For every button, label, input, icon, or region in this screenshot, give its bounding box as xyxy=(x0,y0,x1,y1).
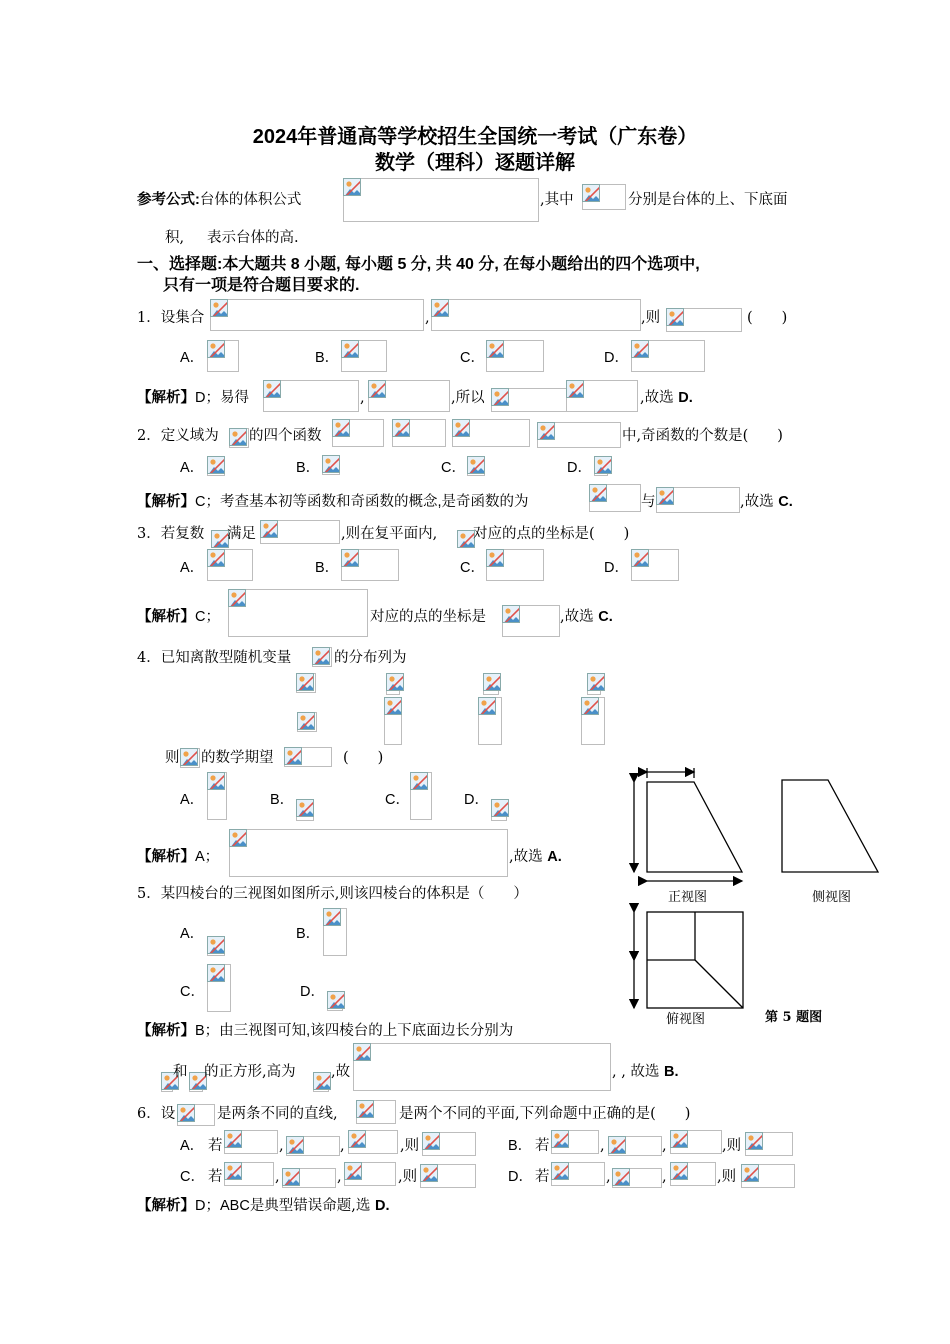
broken-image-icon xyxy=(313,1072,331,1090)
broken-image-icon xyxy=(180,748,198,766)
q6c-cond-2 xyxy=(282,1168,336,1188)
broken-image-icon xyxy=(341,340,359,358)
broken-image-icon xyxy=(491,388,509,406)
q1-sol-image-3 xyxy=(491,388,567,412)
broken-image-icon xyxy=(263,380,281,398)
section-1-subheader: 只有一项是符合题目要求的. xyxy=(163,277,360,294)
broken-image-icon xyxy=(486,549,504,567)
broken-image-icon xyxy=(431,299,449,317)
q1-option-d-image xyxy=(631,340,705,372)
q2-sol-image-1 xyxy=(589,484,641,512)
q2-option-b-image xyxy=(322,455,340,475)
q4-option-d-image xyxy=(491,799,507,821)
broken-image-icon xyxy=(491,799,509,817)
dist-p-2-image xyxy=(478,697,502,745)
q6c-result xyxy=(420,1164,476,1188)
q5-stem: 5．某四棱台的三视图如图所示,则该四棱台的体积是（ ） xyxy=(137,886,528,902)
broken-image-icon xyxy=(384,697,402,715)
dist-x-label-image xyxy=(296,673,316,693)
q1-stem: 1．设集合 xyxy=(137,310,205,326)
broken-image-icon xyxy=(229,428,247,446)
broken-image-icon xyxy=(296,799,314,817)
mn-image xyxy=(177,1104,215,1126)
q6a-cond-1 xyxy=(224,1130,278,1154)
q6d-cond-3 xyxy=(670,1162,716,1186)
q3-option-b-image xyxy=(341,549,399,581)
front-view xyxy=(634,768,742,881)
broken-image-icon xyxy=(551,1162,569,1180)
broken-image-icon xyxy=(467,456,485,474)
broken-image-icon xyxy=(422,1132,440,1150)
q2-conclusion: ,故选 C. xyxy=(740,494,793,510)
broken-image-icon xyxy=(353,1043,371,1061)
q3-condition-image xyxy=(260,520,340,544)
q5-option-b-image xyxy=(323,908,347,956)
broken-image-icon xyxy=(322,455,340,473)
broken-image-icon xyxy=(356,1100,374,1118)
expectation-image xyxy=(284,747,332,767)
formula-line-1: 参考公式:台体的体积公式 xyxy=(137,192,302,208)
side-view xyxy=(782,780,878,872)
broken-image-icon xyxy=(296,673,314,691)
q4-option-b-image xyxy=(296,799,314,821)
q6-stem: 6．设 xyxy=(137,1106,176,1122)
q4-option-c-image xyxy=(410,772,432,820)
q4-solution: 【解析】A； xyxy=(137,848,220,865)
broken-image-icon xyxy=(608,1136,626,1154)
func-4-image xyxy=(537,422,621,448)
q1-conclusion: ,故选 D. xyxy=(640,390,693,406)
q5-volume-image xyxy=(353,1043,611,1091)
formula-label: 参考公式: xyxy=(137,192,200,208)
broken-image-icon xyxy=(207,549,225,567)
broken-image-icon xyxy=(741,1164,759,1182)
q2-option-a-image xyxy=(207,456,225,476)
broken-image-icon xyxy=(348,1130,366,1148)
broken-image-icon xyxy=(582,184,600,202)
broken-image-icon xyxy=(612,1168,630,1186)
q1-option-b-image xyxy=(341,340,387,372)
broken-image-icon xyxy=(589,484,607,502)
q1-option-c-image xyxy=(486,340,544,372)
broken-image-icon xyxy=(581,697,599,715)
broken-image-icon xyxy=(323,908,341,926)
set-union-image xyxy=(666,308,742,332)
broken-image-icon xyxy=(228,589,246,607)
broken-image-icon xyxy=(282,1168,300,1186)
broken-image-icon xyxy=(410,772,428,790)
xi-image xyxy=(312,647,332,667)
broken-image-icon xyxy=(343,178,361,196)
dist-p-3-image xyxy=(581,697,605,745)
top-view-label: 俯视图 xyxy=(666,1012,706,1027)
broken-image-icon xyxy=(224,1130,242,1148)
set-m-image xyxy=(210,299,424,331)
q3-conclusion: ,故选 C. xyxy=(560,609,613,625)
q6a-result xyxy=(422,1132,476,1156)
q3-solution: 【解析】C； xyxy=(137,608,220,625)
broken-image-icon xyxy=(566,380,584,398)
top-view xyxy=(634,912,743,1008)
func-1-image xyxy=(332,419,384,447)
q1-sol-image-4 xyxy=(566,380,638,412)
xi-image-2 xyxy=(180,748,200,768)
q1-option-a-image xyxy=(207,340,239,372)
broken-image-icon xyxy=(631,340,649,358)
q6b-result xyxy=(745,1132,793,1156)
broken-image-icon xyxy=(210,299,228,317)
q6d-cond-1 xyxy=(551,1162,605,1186)
formula-var-image xyxy=(582,184,626,210)
broken-image-icon xyxy=(478,697,496,715)
func-2-image xyxy=(392,419,446,447)
broken-image-icon xyxy=(207,340,225,358)
q5-conclusion: , , 故选 B. xyxy=(612,1064,679,1080)
formula-image xyxy=(343,178,539,222)
q6a-cond-3 xyxy=(348,1130,398,1154)
broken-image-icon xyxy=(656,487,674,505)
q3-option-c-image xyxy=(486,549,544,581)
broken-image-icon xyxy=(341,549,359,567)
broken-image-icon xyxy=(229,829,247,847)
broken-image-icon xyxy=(587,673,605,691)
domain-r-image xyxy=(229,428,249,448)
q1-solution: 【解析】D；易得 xyxy=(137,389,249,406)
q3-sol-image-1 xyxy=(228,589,368,637)
q3-option-a-image xyxy=(207,549,253,581)
broken-image-icon xyxy=(177,1104,195,1122)
q6b-cond-1 xyxy=(551,1130,599,1154)
q3-sol-image-2 xyxy=(502,605,560,637)
broken-image-icon xyxy=(452,419,470,437)
broken-image-icon xyxy=(284,747,302,765)
broken-image-icon xyxy=(670,1162,688,1180)
broken-image-icon xyxy=(312,647,330,665)
broken-image-icon xyxy=(224,1162,242,1180)
q5-solution: 【解析】B；由三视图可知,该四棱台的上下底面边长分别为 xyxy=(137,1022,514,1039)
broken-image-icon xyxy=(502,605,520,623)
broken-image-icon xyxy=(392,419,410,437)
title-line-2: 数学（理科）逐题详解 xyxy=(375,152,575,174)
alpha-beta-image xyxy=(356,1100,396,1124)
figure-caption: 第 5 题图 xyxy=(765,1010,823,1025)
q1-sol-image-2 xyxy=(368,380,450,412)
broken-image-icon xyxy=(368,380,386,398)
q2-option-d-image xyxy=(594,456,608,476)
broken-image-icon xyxy=(537,422,555,440)
dist-x-2-image xyxy=(483,673,499,695)
q6b-cond-2 xyxy=(608,1136,662,1156)
q5-side-2-image xyxy=(189,1072,203,1092)
q3-stem: 3．若复数 xyxy=(137,526,205,542)
broken-image-icon xyxy=(207,964,225,982)
broken-image-icon xyxy=(207,772,225,790)
q2-sol-image-2 xyxy=(656,487,740,513)
broken-image-icon xyxy=(207,936,225,954)
broken-image-icon xyxy=(745,1132,763,1150)
broken-image-icon xyxy=(286,1136,304,1154)
q3-option-d-image xyxy=(631,549,679,581)
broken-image-icon xyxy=(386,673,404,691)
q2-stem: 2．定义域为 xyxy=(137,428,219,444)
q4-conclusion: ,故选 A. xyxy=(509,849,562,865)
q6b-cond-3 xyxy=(670,1130,722,1154)
q2-option-c-image xyxy=(467,456,485,476)
broken-image-icon xyxy=(344,1162,362,1180)
broken-image-icon xyxy=(483,673,501,691)
dist-x-1-image xyxy=(386,673,400,695)
q5-side-1-image xyxy=(161,1072,173,1092)
q5-option-c-image xyxy=(207,964,231,1012)
q6c-cond-3 xyxy=(344,1162,396,1186)
dist-x-3-image xyxy=(587,673,601,695)
broken-image-icon xyxy=(327,991,345,1009)
broken-image-icon xyxy=(297,712,315,730)
z-image-2 xyxy=(457,530,473,546)
broken-image-icon xyxy=(594,456,612,474)
broken-image-icon xyxy=(670,1130,688,1148)
q2-solution: 【解析】C；考查基本初等函数和奇函数的概念,是奇函数的为 xyxy=(137,493,529,510)
q6c-cond-1 xyxy=(224,1162,274,1186)
z-image xyxy=(211,530,227,546)
q1-sol-image-1 xyxy=(263,380,359,412)
title-line-1: 2024年普通高等学校招生全国统一考试（广东卷） xyxy=(252,126,698,148)
q4-option-a-image xyxy=(207,772,227,820)
q5-height-image xyxy=(313,1072,329,1092)
q4-stem: 4．已知离散型随机变量 xyxy=(137,650,292,666)
q6d-result xyxy=(741,1164,795,1188)
q4-sol-image xyxy=(229,829,508,877)
broken-image-icon xyxy=(551,1130,569,1148)
broken-image-icon xyxy=(486,340,504,358)
dist-p-label-image xyxy=(297,712,317,732)
broken-image-icon xyxy=(207,456,225,474)
q5-option-d-image xyxy=(327,991,343,1011)
set-n-image xyxy=(431,299,641,331)
broken-image-icon xyxy=(260,520,278,538)
broken-image-icon xyxy=(666,308,684,326)
q6a-cond-2 xyxy=(286,1136,340,1156)
q5-option-a-image xyxy=(207,936,225,956)
q6d-cond-2 xyxy=(612,1168,662,1188)
broken-image-icon xyxy=(631,549,649,567)
dist-p-1-image xyxy=(384,697,402,745)
front-view-label: 正视图 xyxy=(668,890,708,905)
q6-solution: 【解析】D；ABC是典型错误命题,选 D. xyxy=(137,1197,390,1214)
side-view-label: 侧视图 xyxy=(812,890,852,905)
func-3-image xyxy=(452,419,530,447)
section-1-header: 一、选择题:本大题共 8 小题, 每小题 5 分, 共 40 分, 在每小题给出的四个选项中, xyxy=(137,256,700,273)
broken-image-icon xyxy=(420,1164,438,1182)
broken-image-icon xyxy=(332,419,350,437)
